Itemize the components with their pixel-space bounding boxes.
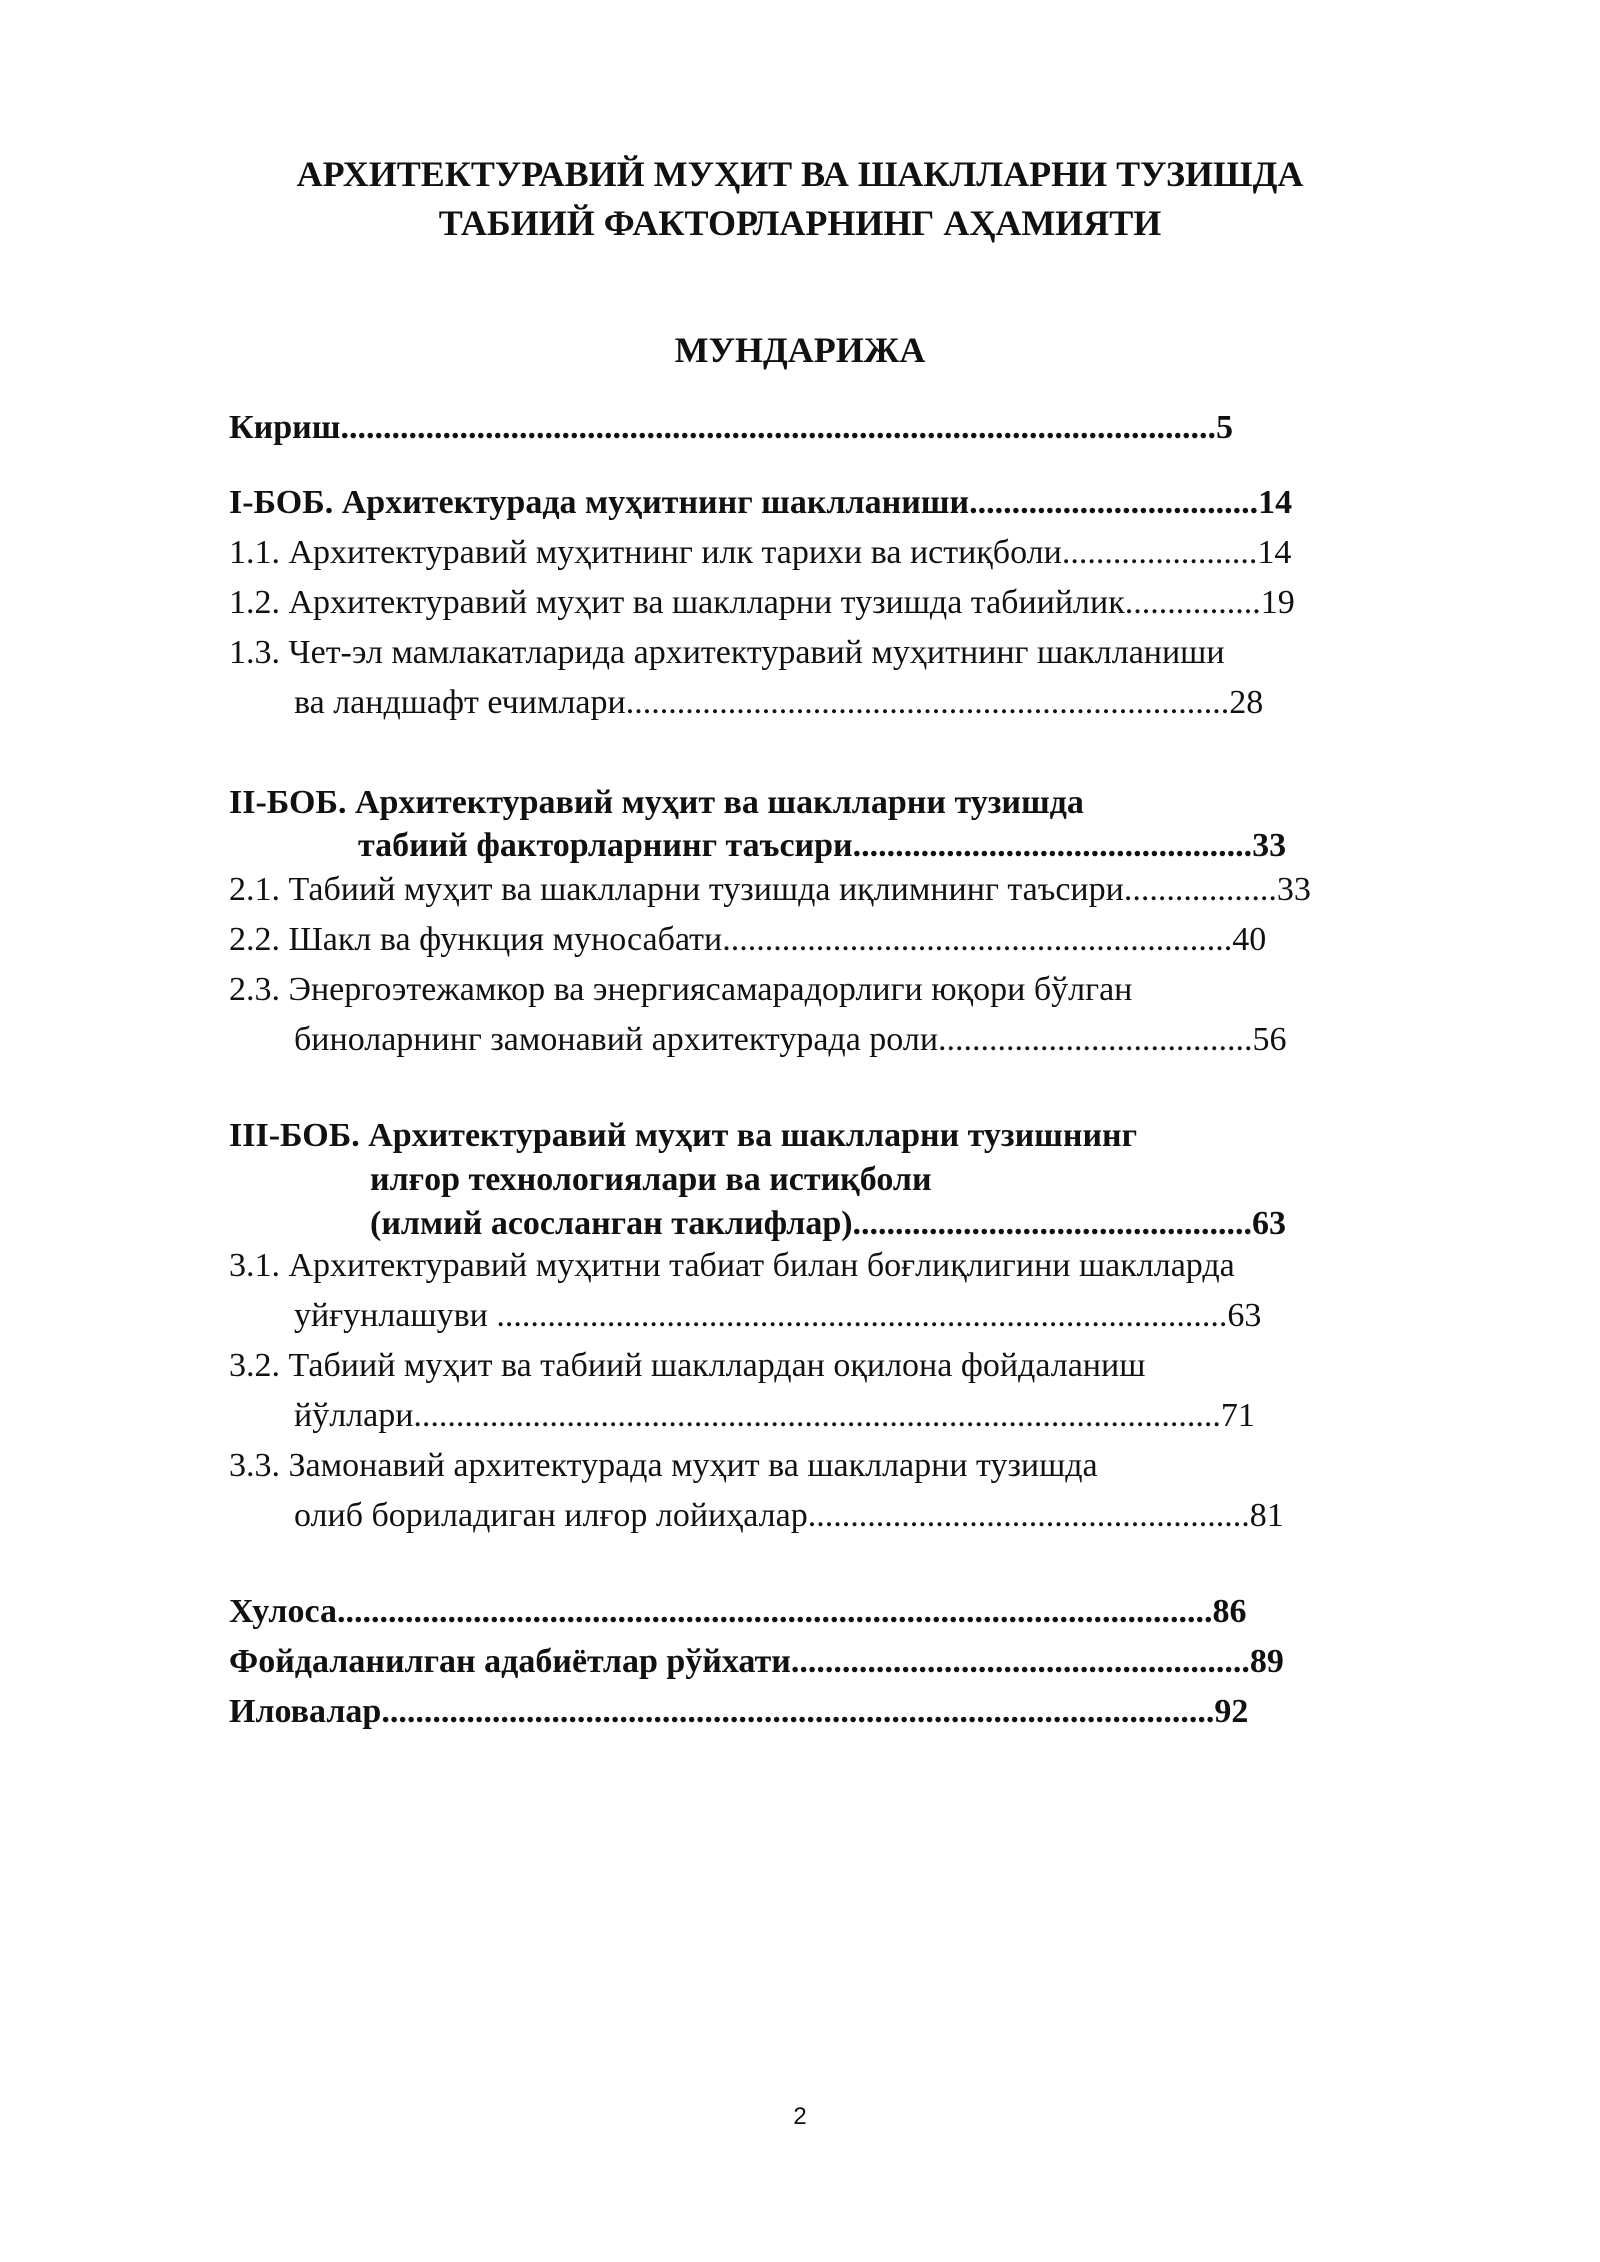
toc-entry-1-1: 1.1. Архитектуравий муҳитнинг илк тарихи ва истиқболи.......................14	[229, 534, 1292, 571]
toc-entry-3-2-line-2: йўллари...............................................................................................71	[294, 1397, 1255, 1434]
toc-entry-1-2: 1.2. Архитектуравий муҳит ва шаклларни тузишда табиийлик................19	[229, 584, 1295, 621]
page-number: 2	[793, 2103, 807, 2130]
toc-entry-references: Фойдаланилган адабиётлар рўйхати......................................................89	[229, 1643, 1284, 1680]
document-title-line-1: АРХИТЕКТУРАВИЙ МУҲИТ ВА ШАКЛЛАРНИ ТУЗИШДА	[296, 154, 1304, 194]
toc-entry-1-3-line-1: 1.3. Чет-эл мамлакатларида архитектуравий муҳитнинг шаклланиши	[229, 634, 1225, 671]
toc-entry-2-2: 2.2. Шакл ва функция муносабати............................................................40	[229, 921, 1267, 958]
toc-heading: МУНДАРИЖА	[674, 330, 926, 370]
toc-entry-3-2-line-1: 3.2. Табиий муҳит ва табиий шакллардан оқилона фойдаланиш	[229, 1347, 1146, 1384]
toc-entry-2-3-line-1: 2.3. Энергоэтежамкор ва энергиясамарадорлиги юқори бўлган	[229, 971, 1133, 1008]
toc-entry-intro: Кириш.......................................................................................................5	[229, 409, 1233, 446]
toc-entry-3-3-line-1: 3.3. Замонавий архитектурада муҳит ва шаклларни тузишда	[229, 1447, 1098, 1484]
toc-entry-3-3-line-2: олиб бориладиган илғор лойиҳалар....................................................81	[294, 1497, 1284, 1534]
toc-entry-3-1-line-1: 3.1. Архитектуравий муҳитни табиат билан боғлиқлигини шаклларда	[229, 1247, 1235, 1284]
toc-entry-chapter-2-line-2: табиий факторларнинг таъсири...............................................33	[358, 827, 1287, 864]
toc-entry-chapter-2-line-1: II-БОБ. Архитектуравий муҳит ва шаклларни тузишда	[229, 784, 1084, 821]
toc-entry-2-1: 2.1. Табиий муҳит ва шаклларни тузишда иқлимнинг таъсири..................33	[229, 871, 1311, 908]
toc-entry-3-1-line-2: уйғунлашуви ......................................................................................63	[294, 1297, 1262, 1334]
toc-entry-2-3-line-2: биноларнинг замонавий архитектурада роли.....................................56	[294, 1021, 1287, 1058]
document-title-line-2: ТАБИИЙ ФАКТОРЛАРНИНГ АҲАМИЯТИ	[438, 203, 1162, 243]
toc-entry-chapter-3-line-2: илғор технологиялари ва истиқболи	[370, 1161, 932, 1198]
toc-entry-1-3-line-2: ва ландшафт ечимлари.......................................................................28	[294, 684, 1264, 721]
toc-entry-appendices: Иловалар..................................................................................................92	[229, 1693, 1249, 1730]
toc-entry-chapter-3-line-1: III-БОБ. Архитектуравий муҳит ва шаклларни тузишнинг	[229, 1117, 1138, 1154]
toc-entry-chapter-3-line-3: (илмий асосланган таклифлар)...............................................63	[370, 1205, 1287, 1242]
toc-entry-conclusion: Хулоса.......................................................................................................86	[229, 1593, 1247, 1630]
toc-entry-chapter-1: I-БОБ. Архитектурада муҳитнинг шаклланиши..................................14	[229, 484, 1293, 521]
